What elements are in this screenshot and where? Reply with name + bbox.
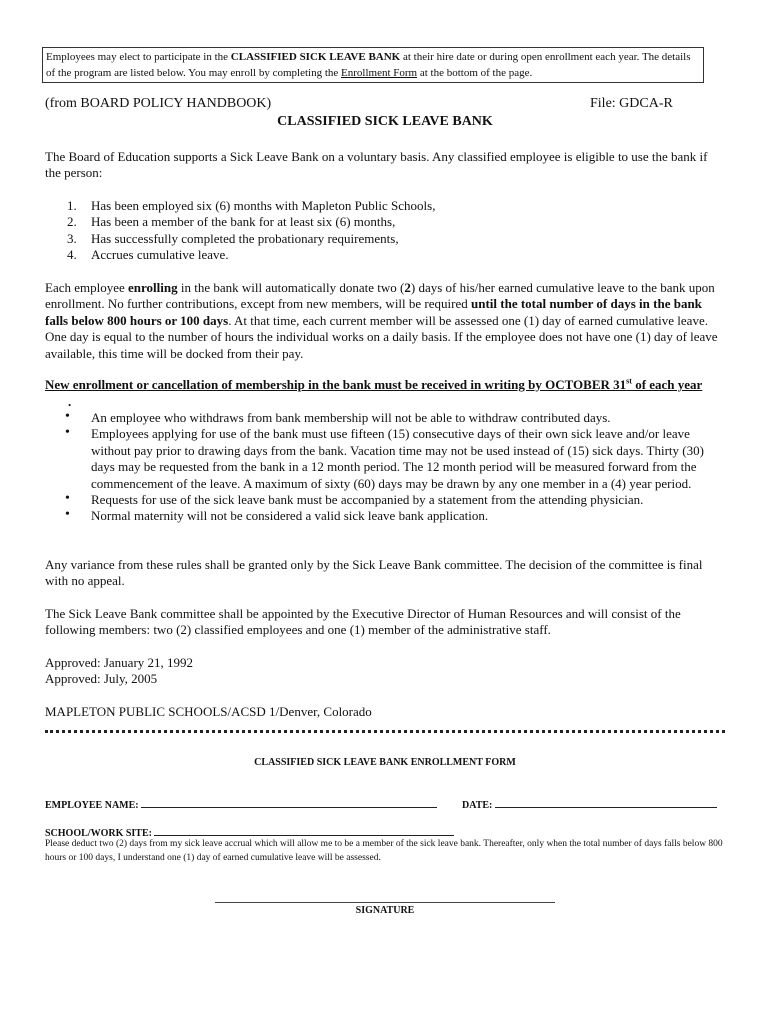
bullet-icon: •: [65, 491, 70, 507]
notice-text: at the bottom of the page.: [417, 66, 533, 79]
cut-line-divider: [45, 730, 725, 733]
list-item: 2. Has been a member of the bank for at least six (6) months,: [67, 214, 396, 230]
employee-name-input[interactable]: [141, 797, 437, 808]
form-title: CLASSIFIED SICK LEAVE BANK ENROLLMENT FORM: [254, 757, 516, 768]
district-name: MAPLETON PUBLIC SCHOOLS/ACSD 1/Denver, Colorado: [45, 704, 372, 719]
bank-rules-list: [45, 410, 723, 525]
document-title: CLASSIFIED SICK LEAVE BANK: [277, 114, 493, 129]
date-input[interactable]: [495, 797, 717, 808]
signature-input[interactable]: [215, 902, 555, 903]
notice-program-name: CLASSIFIED SICK LEAVE BANK: [230, 51, 401, 63]
list-item: • Employees applying for use of the bank must use fifteen (15) consecutive days of their own sick leave and/or leave without pay prior to drawing days from the bank. Vacation time may not be used instead of (15) sick days. Thirty (30) days may be requested from the bank in a 12 month period. The 12 month period will be measured forward from the commencement of the leave. A maximum of sixty (60) days may be drawn by any one member in a (4) year period.: [65, 425, 704, 491]
eligibility-list: [45, 198, 435, 264]
date-field: [462, 797, 717, 811]
bullet-icon: •: [65, 507, 70, 523]
bullet-icon: •: [65, 425, 70, 441]
date-label: DATE:: [462, 800, 493, 811]
policy-file-code: File: GDCA-R: [590, 96, 673, 111]
approval-dates: [45, 655, 193, 688]
list-item: • Requests for use of the sick leave bank must be accompanied by a statement from the attending physician.: [65, 491, 644, 508]
employee-name-field: [45, 797, 437, 811]
eligibility-intro: The Board of Education supports a Sick Leave Bank on a voluntary basis. Any classified employee is eligible to use the bank if the person:: [45, 149, 708, 181]
approval-date: Approved: January 21, 1992: [45, 655, 194, 670]
variance-paragraph: Any variance from these rules shall be granted only by the Sick Leave Bank committee. The decision of the committee is final with no appeal.: [45, 557, 703, 589]
heading-period: .: [68, 394, 72, 409]
bullet-icon: •: [65, 409, 70, 424]
notice-text: Employees may elect to participate in the: [46, 51, 231, 63]
list-item: 1. Has been employed six (6) months with Mapleton Public Schools,: [67, 198, 436, 213]
signature-label: SIGNATURE: [355, 905, 415, 916]
policy-source: (from BOARD POLICY HANDBOOK): [45, 96, 272, 111]
list-item: 3. Has successfully completed the probationary requirements,: [67, 230, 399, 246]
school-site-label: SCHOOL/WORK SITE:: [45, 828, 152, 839]
enrollment-form-reference: Enrollment Form: [341, 66, 418, 79]
list-item: • An employee who withdraws from bank membership will not be able to withdraw contributed days.: [65, 409, 611, 425]
donation-paragraph: Each employee enrolling in the bank will automatically donate two (2) days of his/her earned cumulative leave to the bank upon enrollment. No further contributions, except from new members, will be required until the total number of days in the bank falls below 800 hours or 100 days. At that time, each current member will be assessed one (1) day of earned cumulative leave. One day is equal to the number of hours the individual works on a daily basis. If the employee does not have one (1) day of leave available, this time will be docked from their pay.: [45, 280, 718, 361]
enrollment-notice-box: [42, 47, 704, 83]
notice-text: at their hire date or during open enrollment each year. The details of the program are listed below. You may enroll by completing the: [46, 51, 691, 79]
deduction-authorization-text: Please deduct two (2) days from my sick leave accrual which will allow me to be a member of the sick leave bank. Thereafter, only when the total number of days falls below 800 hours or 100 days, I understand one (1) day of earned cumulative leave will be assessed.: [45, 839, 723, 863]
list-item: 4. Accrues cumulative leave.: [67, 247, 229, 263]
committee-paragraph: The Sick Leave Bank committee shall be appointed by the Executive Director of Human Resources and will consist of the following members: two (2) classified employees and one (1) member of the administrative staff.: [45, 606, 681, 638]
enrollment-deadline-heading: New enrollment or cancellation of membership in the bank must be received in writing by OCTOBER 31st of each year: [45, 376, 703, 392]
school-site-input[interactable]: [154, 825, 454, 836]
employee-name-label: EMPLOYEE NAME:: [45, 800, 139, 811]
list-item: • Normal maternity will not be considered a valid sick leave bank application.: [65, 507, 489, 524]
approval-date: Approved: July, 2005: [45, 671, 158, 687]
